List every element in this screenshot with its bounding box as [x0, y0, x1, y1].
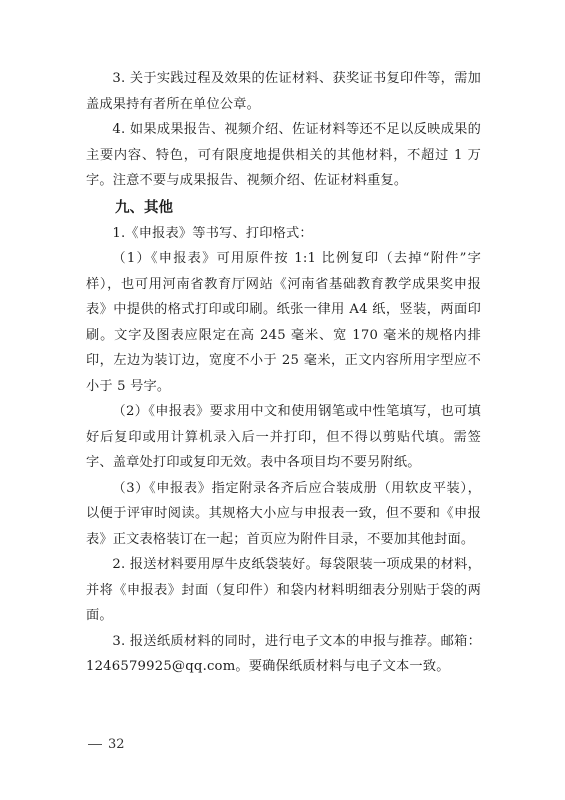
paragraph-format-item-2: （2）《申报表》要求用中文和使用钢笔或中性笔填写，也可填好后复印或用计算机录入后一并打印，但不得以剪贴代填。需签字、盖章处打印或复印无效。表中各项目均不要另附纸。	[86, 404, 481, 470]
footer-dash	[88, 744, 102, 745]
paragraph-format-intro: 1.《申报表》等书写、打印格式：	[112, 225, 313, 241]
paragraph-format-item-1: （1）《申报表》可用原件按 1:1 比例复印（去掉“附件”字样），也可用河南省教育厅网站《河南省基础教育教学成果奖申报表》中提供的格式打印或印刷。纸张一律用 A4 纸，竖装，两面印刷。文字及图表应限定在高 245 毫米、宽 170 毫米的规格内排印，左边为装订边，宽度不小于 25 毫米，正文内容所用字型应不小于 5 号字。	[86, 251, 481, 394]
document-body	[86, 66, 481, 680]
paragraph-format-item-3: （3）《申报表》指定附录各齐后应合装成册（用软皮平装），以便于评审时阅读。其规格大小应与申报表一致，但不要和《申报表》正文表格装订在一起；首页应为附件目录，不要加其他封面。	[86, 480, 481, 547]
paragraph-electronic-submission: 3. 报送纸质材料的同时，进行电子文本的申报与推荐。邮箱：1246579925@qq.com。要确保纸质材料与电子文本一致。	[86, 633, 481, 674]
paragraph-other-materials: 4. 如果成果报告、视频介绍、佐证材料等还不足以反映成果的主要内容、特色，可有限度地提供相关的其他材料，不超过 1 万字。注意不要与成果报告、视频介绍、佐证材料重复。	[86, 122, 481, 188]
paragraph-packaging: 2. 报送材料要用厚牛皮纸袋装好。每袋限装一项成果的材料，并将《申报表》封面（复印件）和袋内材料明细表分别贴于袋的两面。	[86, 557, 481, 623]
page-footer	[88, 737, 125, 752]
section-heading-other: 九、其他	[115, 199, 173, 216]
page-number: 32	[108, 737, 125, 752]
paragraph-evidence-stamp: 3. 关于实践过程及效果的佐证材料、获奖证书复印件等，需加盖成果持有者所在单位公章。	[86, 71, 481, 112]
